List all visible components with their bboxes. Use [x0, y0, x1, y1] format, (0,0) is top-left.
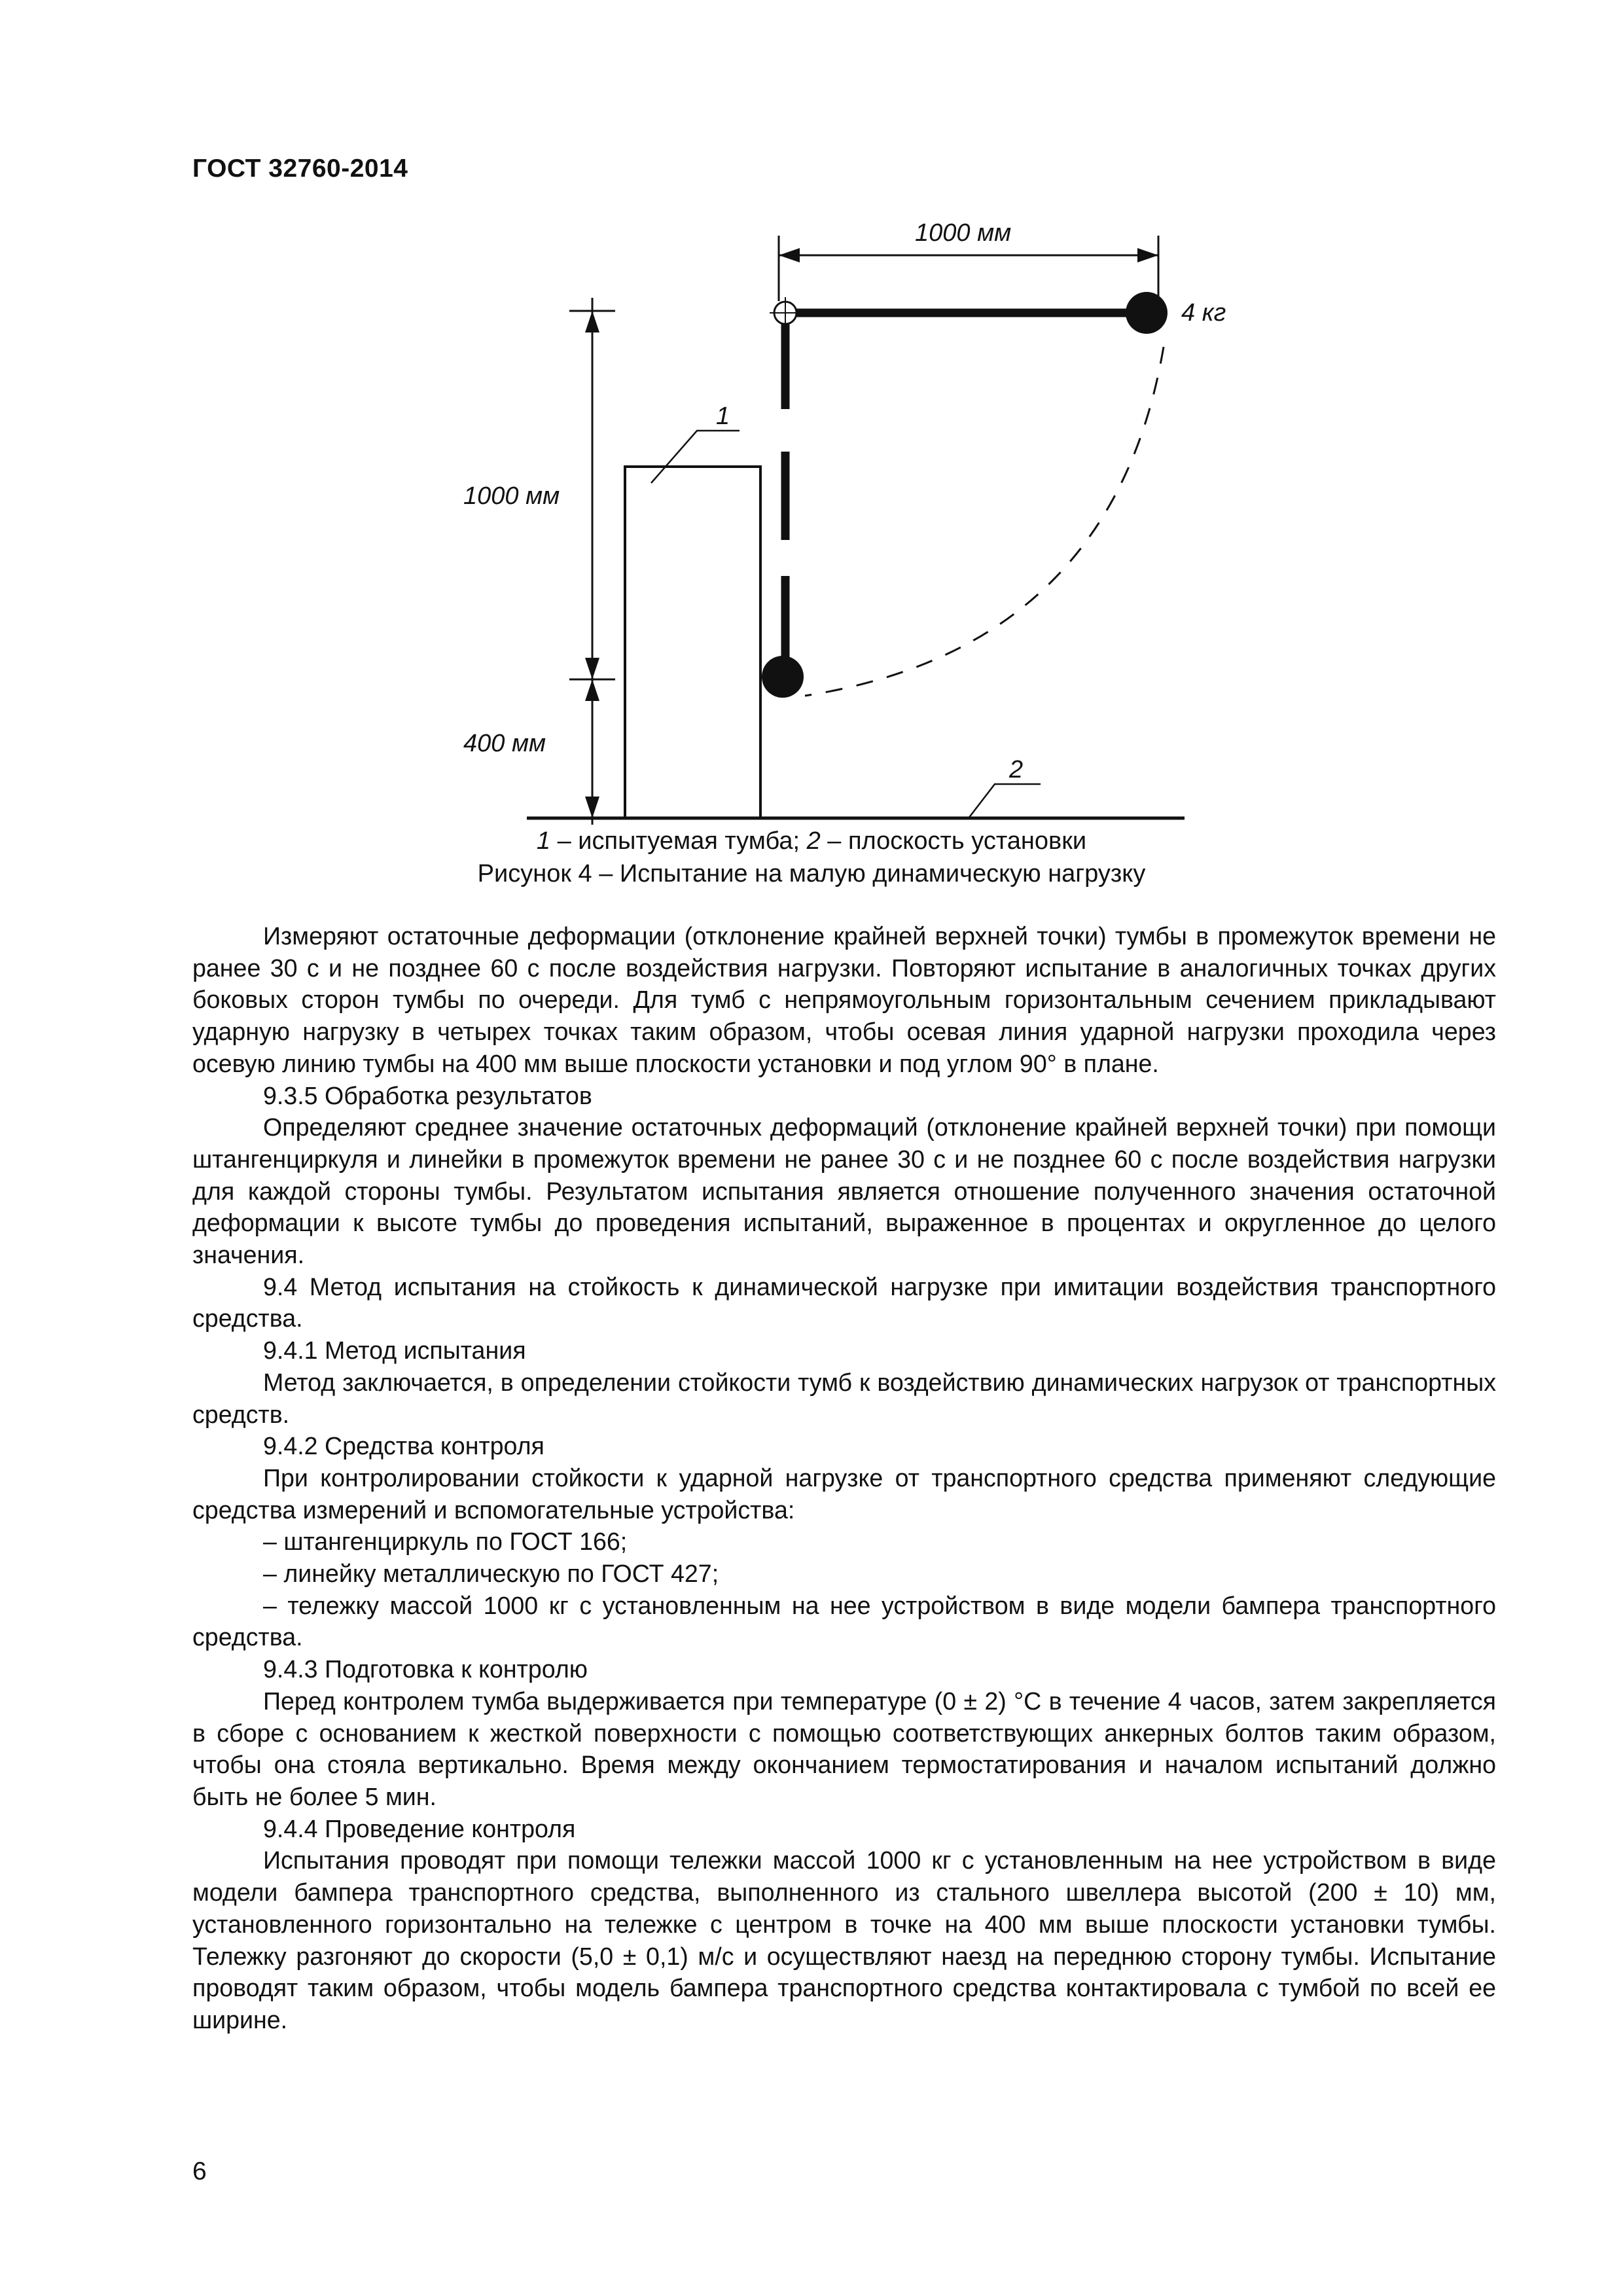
dim-label-upper: 1000 мм — [463, 482, 560, 510]
paragraph: Перед контролем тумба выдерживается при температуре (0 ± 2) °С в течение 4 часов, затем закрепляется в сборе с основанием к жесткой поверхности с помощью соответствующих анкерных болтов таким образом, чтобы она стояла вертикально. Время между окончанием термостатирования и началом испытаний должно быть не более 5 мин. — [192, 1687, 1496, 1810]
document-header: ГОСТ 32760-2014 — [192, 154, 408, 183]
dim-label-lower: 400 мм — [463, 730, 546, 757]
paragraph: При контролировании стойкости к ударной нагрузке от транспортного средства применяют следующие средства измерений и вспомогательные устройства: — [192, 1463, 1496, 1524]
section-heading: 9.4.3 Подготовка к контролю — [263, 1655, 588, 1683]
section-heading: 9.4 Метод испытания на стойкость к динамической нагрузке при имитации воздействия транспортного средства. — [192, 1272, 1496, 1333]
paragraph: Определяют среднее значение остаточных деформаций (отклонение крайней верхней точки) при помощи штангенциркуля и линейки в промежуток времени не ранее 30 с и не позднее 60 с после воздействия нагрузки для каждой стороны тумбы. Результатом испытания является отношение полученного значения остаточной деформации к высоте тумбы до проведения испытаний, выраженное в процентах и округленное до целого значения. — [192, 1113, 1496, 1269]
body-text — [192, 920, 1496, 2036]
pendulum-weight-top — [1126, 292, 1168, 334]
page-number: 6 — [192, 2157, 207, 2185]
figure-legend: 1 – испытуемая тумба; 2 – плоскость установки — [536, 827, 1087, 855]
list-item: – тележку массой 1000 кг с установленным на нее устройством в виде модели бампера транспортного средства. — [192, 1591, 1496, 1651]
section-heading: 9.4.4 Проведение контроля — [263, 1814, 576, 1842]
section-heading: 9.4.1 Метод испытания — [263, 1336, 526, 1365]
callout-1-label: 1 — [716, 403, 730, 430]
callout-leader-1 — [651, 431, 740, 483]
list-item: – штангенциркуль по ГОСТ 166; — [263, 1528, 628, 1556]
arrow-v-mid-down — [585, 679, 599, 701]
section-heading: 9.3.5 Обработка результатов — [263, 1081, 592, 1109]
section-heading: 9.4.2 Средства контроля — [263, 1432, 544, 1460]
weight-label: 4 кг — [1181, 299, 1226, 327]
paragraph: Метод заключается, в определении стойкости тумб к воздействию динамических нагрузок от транспортных средств. — [192, 1368, 1496, 1428]
callout-leader-2 — [969, 784, 1041, 818]
paragraph: Измеряют остаточные деформации (отклонение крайней верхней точки) тумбы в промежуток времени не ранее 30 с и не позднее 60 с после воздействия нагрузки. Повторяют испытание в аналогичных точках других боковых сторон тумбы по очереди. Для тумб с непрямоугольным горизонтальным сечением прикладывают ударную нагрузку в четырех точках таким образом, чтобы осевая линия ударной нагрузки проходила через осевую линию тумбы на 400 мм выше плоскости установки и под углом 90° в плане. — [192, 922, 1496, 1077]
arrow-v-bottom — [585, 797, 599, 818]
bollard — [625, 467, 760, 818]
dim-label-top: 1000 мм — [915, 219, 1012, 247]
swing-trajectory — [805, 347, 1164, 696]
list-item: – линейку металлическую по ГОСТ 427; — [263, 1560, 719, 1588]
arrow-top-right — [1137, 248, 1158, 262]
arrow-v-mid-up — [585, 658, 599, 679]
arrow-top-left — [779, 248, 800, 262]
figure-caption: Рисунок 4 – Испытание на малую динамическую нагрузку — [477, 860, 1146, 888]
paragraph: Испытания проводят при помощи тележки массой 1000 кг с установленным на нее устройством в виде модели бампера транспортного средства, выполненного из стального швеллера высотой (200 ± 10) мм, установленного горизонтально на тележке с центром в точке на 400 мм выше плоскости установки тумбы. Тележку разгоняют до скорости (5,0 ± 0,1) м/с и осуществляют наезд на переднюю сторону тумбы. Испытание проводят таким образом, чтобы модель бампера транспортного средства контактировала с тумбой по всей ее ширине. — [192, 1846, 1496, 2034]
pendulum-weight-bottom — [762, 656, 804, 698]
test-diagram — [0, 196, 1623, 825]
callout-2-label: 2 — [1009, 756, 1024, 783]
arrow-v-top — [585, 311, 599, 332]
